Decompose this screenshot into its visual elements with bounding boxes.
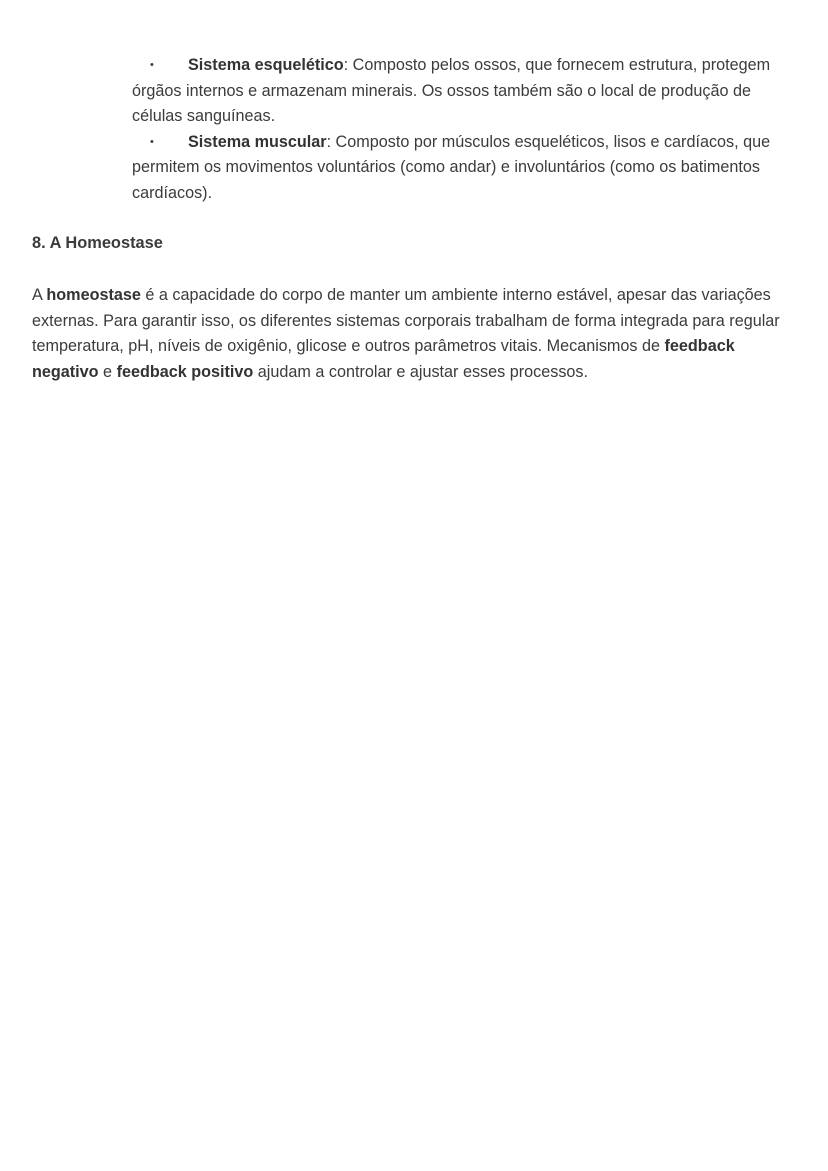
- paragraph-text: é a capacidade do corpo de manter um ambiente interno estável, apesar das variações externas. Para garantir isso, os diferentes sistemas corporais trabalham de forma integrada para regular temperatura, pH, níveis de oxigênio, glicose e outros parâmetros vitais. Mecanismos de: [32, 286, 780, 356]
- list-item-term: Sistema esquelético: [188, 56, 344, 74]
- homeostasis-paragraph: [32, 283, 792, 385]
- body-systems-list: [132, 53, 797, 207]
- list-item-muscular-system: [132, 130, 797, 207]
- list-item-term: Sistema muscular: [188, 132, 327, 151]
- bold-term-feedback-negativo: feedback negativo: [32, 337, 735, 381]
- bold-term-homeostase: homeostase: [46, 286, 141, 304]
- bullet-icon: •: [150, 135, 154, 148]
- section-heading: 8. A Homeostase: [32, 234, 163, 252]
- paragraph-text: e: [98, 362, 117, 381]
- list-item-skeletal-system: [132, 53, 797, 130]
- list-item-text: : Composto por músculos esqueléticos, lisos e cardíacos, que permitem os movimentos voluntários (como andar) e involuntários (como os batimentos cardíacos).: [132, 132, 771, 202]
- paragraph-text: A: [32, 286, 47, 304]
- bullet-icon: •: [150, 59, 154, 71]
- paragraph-text: ajudam a controlar e ajustar esses processos.: [253, 362, 589, 381]
- bold-term-feedback-positivo: feedback positivo: [116, 362, 254, 381]
- list-item-text: : Composto pelos ossos, que fornecem estrutura, protegem órgãos internos e armazenam minerais. Os ossos também são o local de produção de células sanguíneas.: [132, 56, 771, 126]
